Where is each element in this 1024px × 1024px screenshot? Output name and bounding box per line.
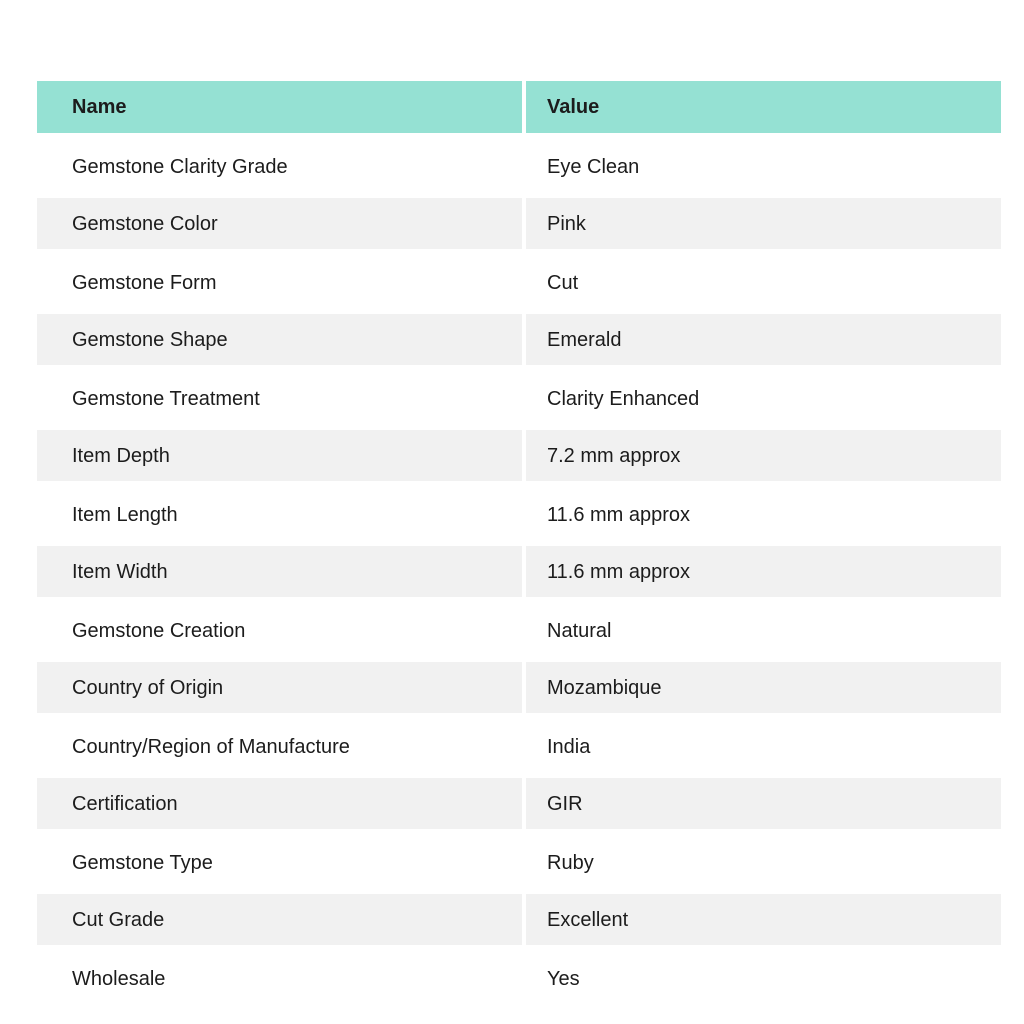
spec-value-cell: Excellent [526, 894, 1001, 945]
spec-name-cell: Cut Grade [37, 894, 526, 945]
spec-name-cell: Gemstone Color [37, 198, 526, 249]
spec-name-cell: Gemstone Form [37, 254, 526, 312]
spec-name-cell: Item Length [37, 486, 526, 544]
spec-name-cell: Gemstone Creation [37, 602, 526, 660]
table-row [37, 776, 1001, 834]
spec-value-cell: Emerald [526, 314, 1001, 365]
spec-value-cell: Cut [547, 272, 579, 294]
spec-name-cell: Certification [37, 778, 526, 829]
spec-value-cell: Natural [547, 620, 612, 642]
spec-name-cell: Wholesale [37, 950, 526, 1008]
spec-value-cell: Yes [547, 968, 580, 990]
column-header-name: Name [37, 81, 526, 133]
table-body [37, 138, 1001, 1008]
spec-value-cell: Eye Clean [547, 156, 640, 178]
table-row [37, 544, 1001, 602]
spec-value-cell: 7.2 mm approx [526, 430, 1001, 481]
spec-value-cell: Clarity Enhanced [547, 388, 700, 410]
spec-name-cell: Gemstone Type [37, 834, 526, 892]
table-row [37, 660, 1001, 718]
table-row [37, 892, 1001, 950]
table-row [37, 950, 1001, 1008]
spec-value-cell: 11.6 mm approx [526, 546, 1001, 597]
spec-name-cell: Gemstone Treatment [37, 370, 526, 428]
table-row [37, 834, 1001, 892]
spec-value-cell: Mozambique [526, 662, 1001, 713]
table-row [37, 254, 1001, 312]
table-row [37, 718, 1001, 776]
table-row [37, 312, 1001, 370]
spec-name-cell: Item Width [37, 546, 526, 597]
spec-name-cell: Item Depth [37, 430, 526, 481]
table-header-row [37, 81, 1001, 133]
spec-value-cell: India [547, 736, 591, 758]
table-row [37, 428, 1001, 486]
spec-name-cell: Country of Origin [37, 662, 526, 713]
table-row [37, 486, 1001, 544]
column-header-value: Value [526, 81, 1001, 133]
table-row [37, 196, 1001, 254]
table-row [37, 138, 1001, 196]
spec-value-cell: 11.6 mm approx [547, 504, 691, 526]
table-row [37, 602, 1001, 660]
spec-name-cell: Gemstone Shape [37, 314, 526, 365]
item-specifics-table [37, 81, 1001, 1008]
spec-name-cell: Country/Region of Manufacture [37, 718, 526, 776]
spec-value-cell: Pink [526, 198, 1001, 249]
table-row [37, 370, 1001, 428]
spec-name-cell: Gemstone Clarity Grade [37, 138, 526, 196]
spec-value-cell: Ruby [547, 852, 594, 874]
spec-value-cell: GIR [526, 778, 1001, 829]
